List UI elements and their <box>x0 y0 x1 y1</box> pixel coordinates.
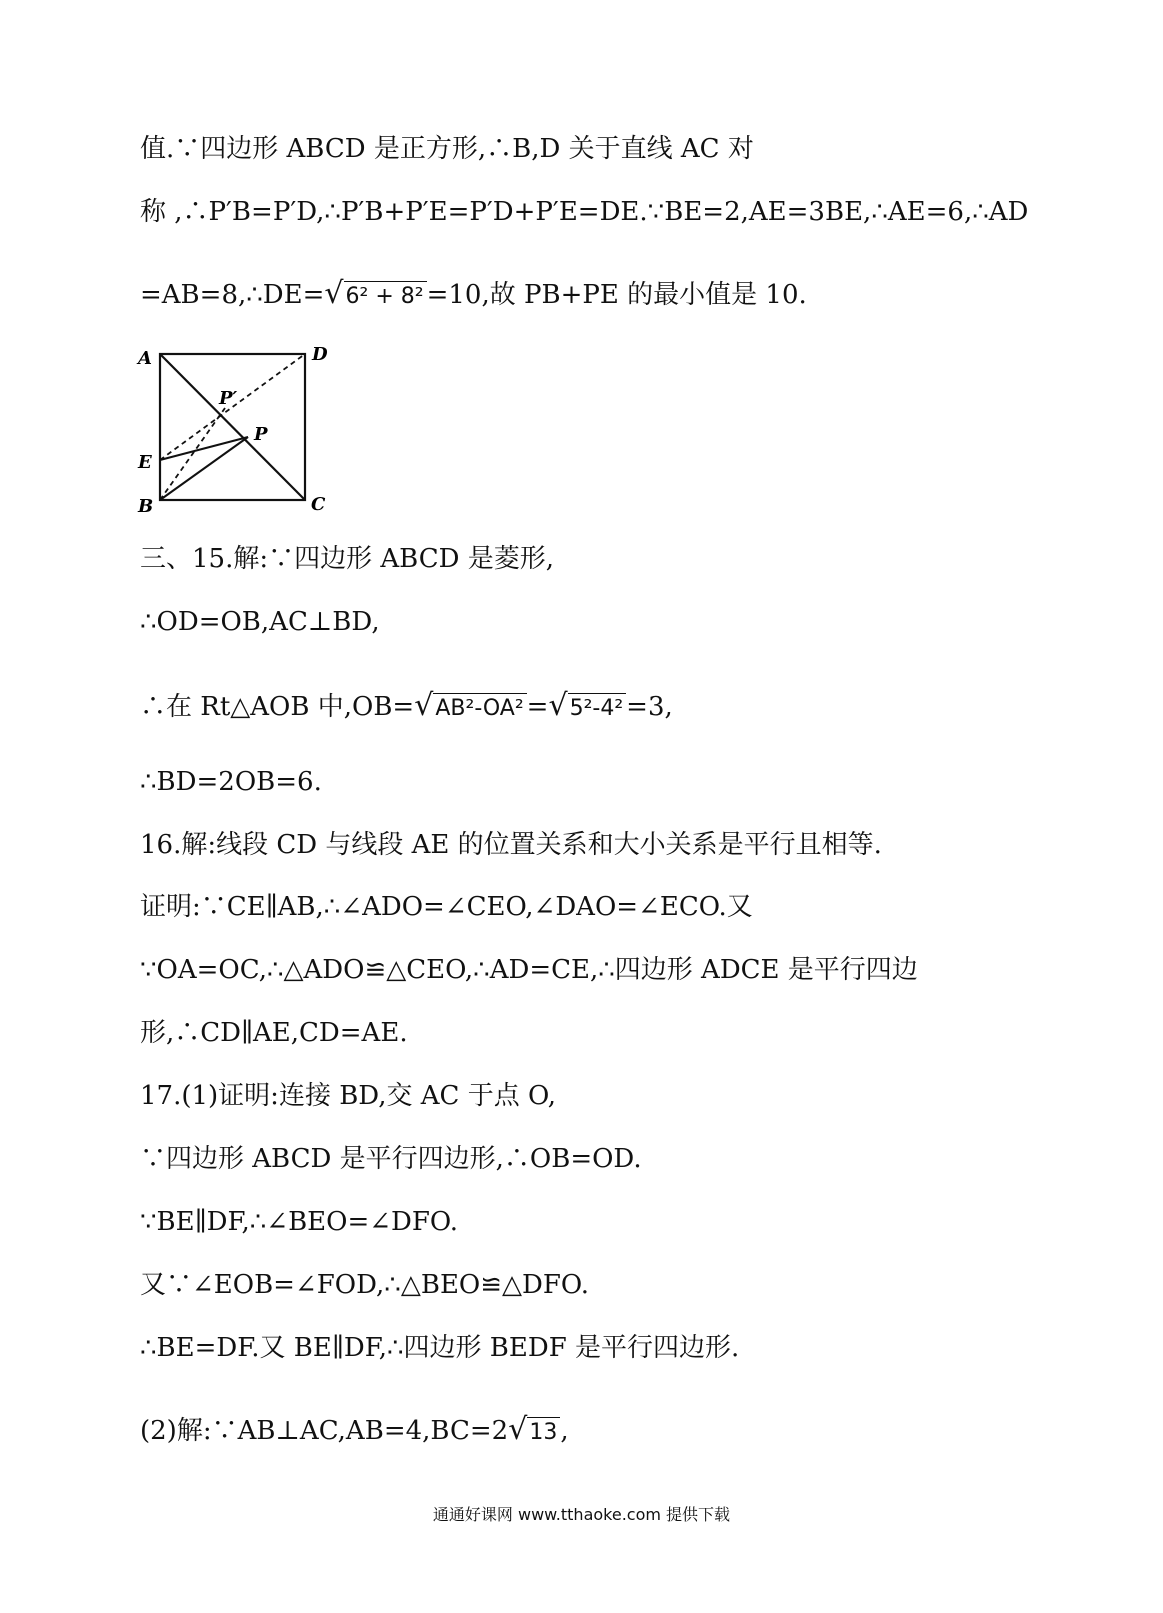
label-b: B <box>138 496 154 517</box>
radicand: 13 <box>527 1417 560 1448</box>
segment-bp <box>160 437 248 500</box>
sqrt-expression <box>324 276 426 313</box>
text-line-2: 称 ,∴P′B=P′D,∴P′B+P′E=P′D+P′E=DE.∵BE=2,AE=3BE,∴AE=6,∴AD <box>140 197 1029 227</box>
text-line-16: ∴BE=DF.又 BE∥DF,∴四边形 BEDF 是平行四边形. <box>140 1333 740 1363</box>
radicand: 5²-4² <box>568 693 627 724</box>
label-d: D <box>312 344 328 365</box>
text-line-5: ∴OD=OB,AC⊥BD, <box>140 607 380 637</box>
text-line-1: 值.∵四边形 ABCD 是正方形,∴B,D 关于直线 AC 对 <box>140 134 754 164</box>
label-c: C <box>311 494 326 515</box>
text-segment: (2)解:∵AB⊥AC,AB=4,BC=2 <box>140 1416 509 1446</box>
radical-sign: √ <box>324 276 344 311</box>
text-line-3 <box>140 276 807 313</box>
text-line-15: 又∵∠EOB=∠FOD,∴△BEO≌△DFO. <box>140 1270 589 1300</box>
text-line-9: 证明:∵CE∥AB,∴∠ADO=∠CEO,∠DAO=∠ECO.又 <box>140 892 753 922</box>
sqrt-expression <box>414 688 526 725</box>
text-segment: =10,故 PB+PE 的最小值是 10. <box>426 280 807 310</box>
text-segment: =AB=8,∴DE= <box>140 280 325 310</box>
text-segment: ∴在 Rt△AOB 中,OB= <box>140 692 415 722</box>
text-line-13: ∵四边形 ABCD 是平行四边形,∴OB=OD. <box>140 1144 642 1174</box>
text-segment: =3, <box>626 692 673 722</box>
text-line-4: 三、15.解:∵四边形 ABCD 是菱形, <box>140 544 555 574</box>
text-segment: = <box>526 692 549 722</box>
text-line-11: 形,∴CD∥AE,CD=AE. <box>140 1018 408 1048</box>
text-line-10: ∵OA=OC,∴△ADO≌△CEO,∴AD=CE,∴四边形 ADCE 是平行四边 <box>140 955 918 985</box>
text-line-17 <box>140 1412 569 1449</box>
segment-ep <box>160 437 248 460</box>
sqrt-expression <box>548 688 626 725</box>
page-footer: 通通好课网 www.tthaoke.com 提供下载 <box>432 1505 731 1524</box>
radicand: 6² + 8² <box>344 281 427 312</box>
text-line-12: 17.(1)证明:连接 BD,交 AC 于点 O, <box>140 1081 557 1111</box>
label-p-prime: P′ <box>219 388 238 409</box>
text-line-8: 16.解:线段 CD 与线段 AE 的位置关系和大小关系是平行且相等. <box>140 830 882 860</box>
label-e: E <box>138 452 152 473</box>
radical-sign: √ <box>414 688 434 723</box>
diagonal-ac <box>160 354 305 500</box>
text-segment: , <box>560 1416 569 1446</box>
label-p: P <box>254 424 268 445</box>
radicand: AB²-OA² <box>433 693 526 724</box>
dashed-bp-prime <box>160 408 225 500</box>
text-line-14: ∵BE∥DF,∴∠BEO=∠DFO. <box>140 1207 458 1237</box>
sqrt-expression <box>508 1412 560 1449</box>
geometry-figure <box>130 336 340 521</box>
text-line-6 <box>140 688 673 725</box>
radical-sign: √ <box>548 688 568 723</box>
radical-sign: √ <box>508 1412 528 1447</box>
label-a: A <box>138 348 152 369</box>
text-line-7: ∴BD=2OB=6. <box>140 767 322 797</box>
